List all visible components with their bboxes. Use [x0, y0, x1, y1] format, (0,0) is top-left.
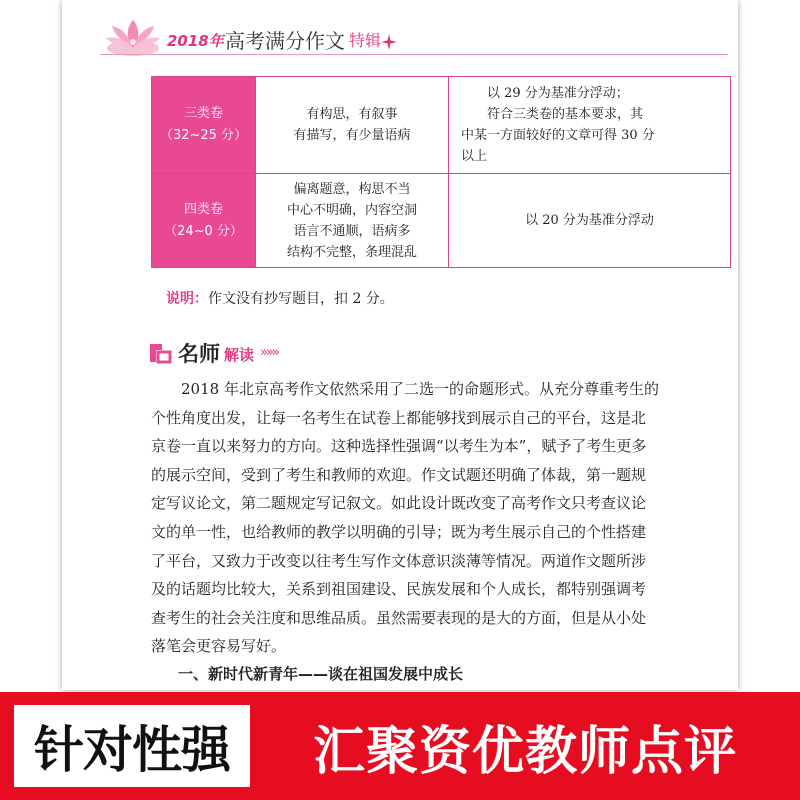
description-cell	[256, 174, 449, 267]
table-row	[152, 77, 730, 174]
grade-range: （24~0 分）	[164, 223, 243, 239]
standard-line: 中某一方面较好的文章可得 30 分	[461, 128, 655, 143]
paragraph-line: 京卷一直以来努力的方向。这种选择性强调“以考生为本”，赋予了考生更多	[151, 437, 647, 456]
description-line: 偏离题意，构思不当	[293, 181, 411, 197]
grade-range: （32~25 分）	[159, 128, 248, 143]
section-title: 名师	[178, 342, 220, 366]
standard-cell	[449, 174, 730, 267]
lotus-flower-icon	[104, 12, 162, 58]
paragraph-line: 查考生的社会关注度和思维品质。虽然需要表现的是大的方面，但是从小处	[151, 608, 647, 627]
description-line: 有描写，有少量语病	[293, 128, 411, 143]
banner-tag-left: 针对性强	[14, 705, 250, 787]
note-text: 作文没有抄写题目，扣 2 分。	[208, 291, 394, 307]
header-year: 2018年	[167, 32, 224, 50]
promo-banner	[0, 692, 800, 800]
header-divider	[100, 54, 728, 55]
description-cell	[256, 77, 449, 173]
flower-sparkle-icon	[380, 33, 398, 51]
description-line: 结构不完整，条理混乱	[286, 244, 417, 260]
grading-table	[151, 76, 731, 268]
note	[166, 288, 394, 308]
section-marker-icon	[148, 342, 172, 364]
commentary-paragraph	[151, 375, 729, 661]
description-line: 中心不明确，内容空洞	[286, 202, 417, 218]
grade-name: 四类卷	[183, 201, 223, 217]
standard-line: 符合三类卷的基本要求，其	[487, 107, 644, 122]
page-header	[62, 0, 738, 62]
standard-cell	[449, 77, 730, 173]
paragraph-line: 了平台，又致力于改变以往考生写作文体意识淡薄等情况。两道作文题所涉	[151, 551, 647, 570]
grade-cell	[152, 174, 256, 267]
note-label: 说明：	[166, 291, 208, 307]
topic-subheading: 一、新时代新青年——谈在祖国发展中成长	[178, 665, 464, 683]
paragraph-line: 2018 年北京高考作文依然采用了二选一的命题形式。从充分尊重考生的	[181, 380, 659, 398]
section-heading	[148, 336, 368, 368]
table-row	[152, 174, 730, 267]
header-title-accent: 特辑	[349, 31, 382, 50]
description-line: 有构思，有叙事	[306, 107, 398, 122]
description-line: 语言不通顺，语病多	[293, 223, 411, 239]
paragraph-line: 定写议论文，第二题规定写记叙文。如此设计既改变了高考作文只考查议论	[151, 494, 647, 513]
book-page	[62, 0, 738, 690]
chevron-arrows-icon: »»»	[260, 345, 278, 360]
section-title-accent: 解读	[224, 346, 255, 364]
standard-line: 以 29 分为基准分浮动；	[487, 86, 629, 101]
standard-line: 以上	[461, 149, 488, 164]
paragraph-line: 的展示空间，受到了考生和教师的欢迎。作文试题还明确了体裁，第一题规	[151, 465, 647, 484]
grade-name: 三类卷	[183, 106, 223, 121]
standard-line: 以 20 分为基准分浮动	[525, 213, 654, 228]
paragraph-line: 及的话题均比较大，关系到祖国建设、民族发展和个人成长，都特别强调考	[151, 580, 647, 599]
grade-cell	[152, 77, 256, 173]
banner-tag-right: 汇聚资优教师点评	[312, 721, 737, 782]
paragraph-line: 文的单一性，也给教师的教学以明确的引导；既为考生展示自己的个性搭建	[151, 522, 647, 541]
paragraph-line: 个性角度出发，让每一名考生在试卷上都能够找到展示自己的平台，这是北	[151, 408, 647, 427]
header-title: 高考满分作文	[225, 29, 345, 53]
paragraph-line: 落笔会更容易写好。	[151, 637, 287, 656]
